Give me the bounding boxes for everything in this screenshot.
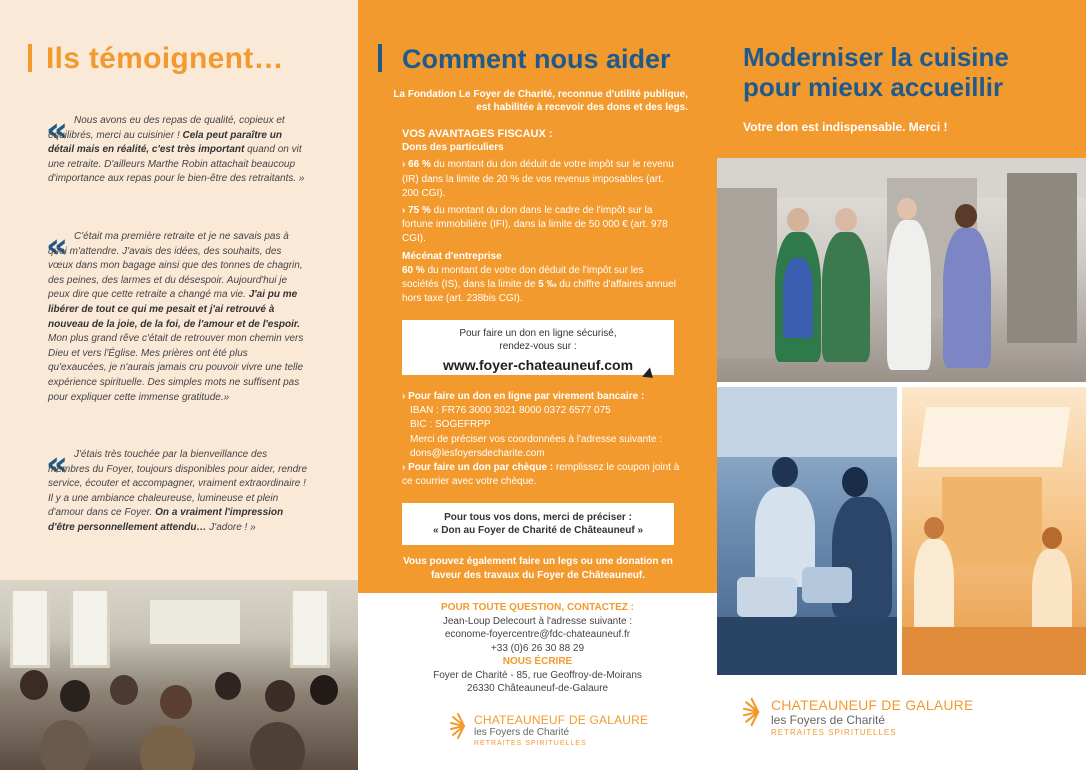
website-link[interactable]: www.foyer-chateauneuf.com [442, 357, 634, 373]
window-shape [10, 588, 50, 668]
person-shape [20, 670, 48, 700]
logo [743, 695, 1003, 739]
person-shape [215, 672, 241, 700]
testimonial-2: C'était ma première retraite et je ne savais pas à quoi m'attendre. J'avais des idées, des souhaits, des vœux dans mon bagage ainsi que des tonnes de chagrin, des peines, des larmes et du désespoir. Aujourd'hui je peux dire que cette retraite a changé ma vie. J'ai pu me libérer de tout ce qui me pesait et j'ai retrouvé à nouveau de la joie, de la foi, de l'amour et de l'espoir. Mon plus grand rêve c'était de retrouver mon chemin vers Dieu et vers l'Église. Mes prières ont été plus qu'exaucées, je n'aurais jamais cru pouvoir vivre une telle expérience spirituelle. Des simples mots ne suffisent pas pour expliquer cette immense gratitude.» [48, 231, 304, 403]
testimonial-3: J'étais très touchée par la bienveillance des membres du Foyer, toujours disponibles pour aider, rendre service, écouter et accompagner, vraiment extraordinaire ! Il y a une ambiance chaleureuse, lumineuse et plein d'amour dans ce Foyer. On a vraiment l'impression d'être personnellement attendu… J'adore ! » [48, 449, 308, 533]
title-accent-bar [28, 44, 32, 72]
logo-subtitle: les Foyers de Charité [474, 727, 570, 738]
logo-title: CHATEAUNEUF DE GALAURE [474, 713, 649, 727]
transfer-title: › Pour faire un don en ligne par virement bancaire : [402, 391, 645, 402]
logo-title: CHATEAUNEUF DE GALAURE [771, 697, 974, 713]
hood-shape [918, 407, 1070, 467]
quote-mark-icon: « [46, 226, 68, 266]
iban-text: IBAN : FR76 3000 3021 8000 0372 6577 075 [410, 405, 611, 417]
how-to-help-panel [358, 0, 717, 770]
contact-email[interactable]: econome-foyercentre@fdc-chateauneuf.fr [444, 629, 631, 640]
write-heading: NOUS ÉCRIRE [502, 656, 573, 667]
window-shape [70, 588, 110, 668]
logo-tagline: RETRAITES SPIRITUELLES [771, 728, 897, 737]
person-shape [842, 467, 868, 497]
legacy-note: Vous pouvez également faire un legs ou une donation en faveur des travaux du Foyer de Châteauneuf. [403, 556, 673, 581]
modern-kitchen-photo [902, 387, 1086, 675]
person-shape [60, 680, 90, 712]
person-shape [110, 675, 138, 705]
kitchen-panel [717, 0, 1086, 770]
board-shape [150, 600, 240, 644]
person-shape [943, 228, 991, 368]
person-shape [160, 685, 192, 719]
transfer-note: Merci de préciser vos coordonnées à l'adresse suivante : dons@lesfoyersdecharite.com [410, 433, 663, 459]
is-item: 60 % du montant de votre don déduit de l'impôt sur les sociétés (IS), dans la limite de 5 ‰ du chiffre d'affaires annuel hors taxe (art. 238bis CGI). [402, 264, 676, 305]
testimonials-title: Ils témoignent… [46, 42, 284, 75]
window-shape [290, 588, 330, 668]
individuals-heading: Dons des particuliers [402, 142, 504, 154]
specify-box: Pour tous vos dons, merci de préciser : « Don au Foyer de Charité de Châteauneuf » [402, 503, 674, 545]
contact-name: Jean-Loup Delecourt à l'adresse suivante : [442, 615, 633, 627]
person-shape [924, 517, 944, 539]
person-shape [1042, 527, 1062, 549]
sun-logo-icon [450, 713, 474, 739]
person-shape [787, 208, 809, 232]
person-shape [265, 680, 295, 712]
title-accent-bar [378, 44, 382, 72]
person-shape [887, 220, 931, 370]
person-shape [140, 725, 195, 770]
bic-text: BIC : SOGEFRPP [410, 419, 491, 431]
kitchen-header [717, 0, 1086, 158]
person-shape [897, 198, 917, 220]
address-line-1: Foyer de Charité - 85, rue Geoffroy-de-Moirans [433, 669, 642, 681]
testimonials-panel [0, 0, 358, 770]
person-shape [835, 208, 857, 232]
contact-section [358, 593, 717, 770]
kitchen-subtitle: Votre don est indispensable. Merci ! [743, 120, 948, 134]
historic-kitchen-photo [717, 387, 897, 675]
quote-mark-icon: « [46, 110, 68, 150]
ifi-item: › 75 % du montant du don dans le cadre de l'impôt sur la fortune immobilière (IFI), dans la limite de 50 000 € (art. 978 CGI). [402, 205, 668, 245]
person-shape [250, 722, 305, 770]
cheque-item: › Pour faire un don par chèque : remplissez le coupon joint à ce courrier avec votre chèque. [402, 462, 680, 488]
quote-mark-icon: « [46, 444, 68, 484]
pot-shape [737, 577, 797, 617]
person-shape [914, 539, 954, 639]
logo-subtitle: les Foyers de Charité [771, 713, 886, 727]
question-heading: POUR TOUTE QUESTION, CONTACTEZ : [441, 602, 634, 613]
contact-block [358, 601, 717, 696]
logo [450, 711, 650, 751]
ir-item: › 66 % du montant du don déduit de votre impôt sur le revenu (IR) dans la limite de 20 % de vos revenus imposables (art. 200 CGI). [402, 159, 674, 199]
online-donation-box: Pour faire un don en ligne sécurisé, rendez-vous sur : www.foyer-chateauneuf.com [402, 320, 674, 375]
logo-tagline: RETRAITES SPIRITUELLES [474, 740, 587, 747]
contact-phone[interactable]: +33 (0)6 26 30 88 29 [490, 642, 585, 654]
testimonial-1: Nous avons eu des repas de qualité, copieux et équilibrés, merci au cuisinier ! Cela peut paraître un détail mais en réalité, c'est très important quand on vit une retraite. D'ailleurs Marthe Robin attachait beaucoup d'importance aux repas pour le bien-être des retraitants. » [48, 115, 305, 185]
tax-advantages [402, 127, 682, 306]
donation-methods [402, 390, 682, 489]
classroom-photo [0, 580, 358, 770]
person-shape [310, 675, 338, 705]
foundation-intro: La Fondation Le Foyer de Charité, reconnue d'utilité publique, est habilitée à recevoir des dons et des legs. [393, 89, 688, 113]
kitchen-title: Moderniser la cuisine pour mieux accueillir [743, 42, 1009, 102]
how-to-help-title: Comment nous aider [402, 44, 671, 74]
tax-advantages-heading: VOS AVANTAGES FISCAUX : [402, 128, 553, 140]
person-shape [40, 720, 90, 770]
sun-logo-icon [743, 697, 769, 727]
pot-shape [802, 567, 852, 603]
person-shape [822, 232, 870, 362]
corporate-heading: Mécénat d'entreprise [402, 250, 502, 262]
person-shape [772, 457, 798, 487]
address-line-2: 26330 Châteauneuf-de-Galaure [466, 683, 609, 694]
person-shape [955, 204, 977, 228]
kitchen-staff-photo [717, 158, 1086, 382]
